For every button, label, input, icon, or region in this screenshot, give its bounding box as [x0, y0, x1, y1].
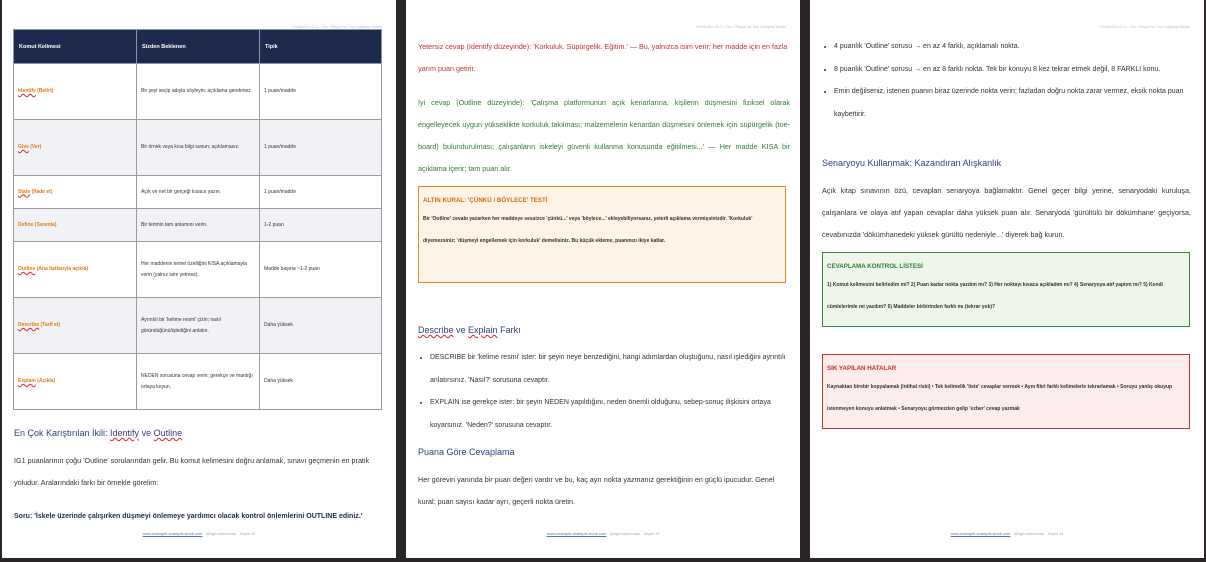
list-item: • 8 puanlık 'Outline' sorusu → en az 8 farklı nokta. Tek bir konuyu 8 kez tekrar etmek değil, 8 FARKLI konu. — [834, 59, 1202, 82]
page-3 — [810, 0, 1204, 558]
question-text: Soru: 'İskele üzerinde çalışırken düşmeyi önlemeye yardımcı olacak kontrol önlemlerini OUTLINE ediniz.' — [14, 513, 363, 520]
footer-link[interactable]: www.example-example-book.com — [950, 531, 1011, 536]
table-row — [14, 298, 382, 354]
keyword-cell — [14, 298, 137, 354]
heading-term: Identify — [110, 428, 140, 438]
keyword-term: Explain — [18, 378, 36, 384]
keyword-term: Describe — [18, 322, 40, 328]
page-footer — [406, 531, 800, 536]
expectation-cell: NEDEN sorusuna cevap verin; gerekçe ve mantığı ortaya koyun. — [137, 354, 260, 410]
keyword-gloss: (Belirt) — [35, 88, 54, 94]
keyword-term: Give — [18, 144, 29, 150]
expectation-cell: Açık ve net bir gerçeği kısaca yazın. — [137, 176, 260, 209]
page-number: Sayfa 12 — [239, 531, 256, 536]
typical-cell: Madde başına ~1-2 puan — [260, 242, 382, 298]
heading-text: ve — [453, 325, 469, 335]
keyword-cell — [14, 242, 137, 298]
table-row — [14, 209, 382, 242]
keyword-gloss: (Ver) — [28, 144, 42, 150]
keyword-cell — [14, 176, 137, 209]
page-number: Sayfa 14 — [1047, 531, 1064, 536]
list-item: • 4 puanlık 'Outline' sorusu → en az 4 farklı, açıklamalı nokta. — [834, 36, 1202, 59]
golden-rule-box — [418, 186, 786, 283]
table-row — [14, 176, 382, 209]
typical-cell: Daha yüksek — [260, 354, 382, 410]
typical-cell: Daha yüksek — [260, 298, 382, 354]
section-heading: Senaryoyu Kullanmak: Kazandıran Alışkanlık — [822, 158, 1002, 168]
body-paragraph: Her görevin yanında bir puan değeri vardır ve bu, kaç ayrı nokta yazmanız gerektiğinin en güçlü ipucudur. Genel kural: puan sayısı kadar ayrı, geçerli nokta üretin. — [418, 475, 775, 506]
section-heading — [418, 325, 521, 335]
list-item: • EXPLAIN ise gerekçe ister: bir şeyin NEDEN yapıldığını, neden önemli olduğunu, sebep-sonuç ilişkisini ortaya koyarsınız. 'Neden?' sorusuna cevaptır. — [430, 392, 796, 437]
page-header: KONUSU IG-1 • Tez / Rapor ve Tez Çalışma Kitabı — [696, 24, 786, 29]
checklist-body: 1) Komut kelimesini belirledim mi? 2) Puan kadar nokta yazdım mı? 3) Her noktayı kısaca açıkladım mı? 4) Senaryoya atıf yaptım mı? 5) Kendi cümlelerimle mi yazdım? 6) Maddeler birbirinden farklı mı (tekrar yok)? — [827, 282, 1163, 310]
checklist-title: CEVAPLAMA KONTROL LİSTESİ — [827, 263, 923, 270]
common-mistakes-box — [822, 354, 1190, 429]
keyword-cell — [14, 209, 137, 242]
expectation-cell: Her maddenin temel özelliğini KISA açıklamayla verin (yalnız isim yetmez). — [137, 242, 260, 298]
col-header: Komut Kelimesi — [14, 30, 137, 64]
heading-text: En Çok Karıştırılan İkili: — [14, 428, 111, 438]
table-row — [14, 242, 382, 298]
heading-text: ve — [139, 428, 154, 438]
page-footer — [810, 531, 1204, 536]
keyword-term: Identify — [18, 88, 36, 94]
typical-cell: 1 puan/madde — [260, 176, 382, 209]
footer-link[interactable]: www.example-example-book.com — [546, 531, 607, 536]
keyword-cell — [14, 120, 137, 176]
list-item: • DESCRIBE bir 'kelime resmi' ister: bir şeyin neye benzediğini, hangi adımlardan oluştuğunu, nasıl işlediğini ayrıntılı anlatırsınız. 'Nasıl?' sorusuna cevaptır. — [430, 347, 796, 392]
keyword-term: State — [18, 188, 31, 195]
page-header: KONUSU IG-1 • Tez / Rapor ve Tez Çalışma Kitabı — [292, 24, 382, 29]
section-heading: Puana Göre Cevaplama — [418, 447, 515, 457]
page-header: KONUSU IG-1 • Tez / Rapor ve Tez Çalışma Kitabı — [1100, 24, 1190, 29]
table-header-row — [14, 30, 382, 64]
command-word-table — [13, 29, 382, 410]
section-heading — [14, 428, 182, 438]
list-item: • Emin değilseniz, istenen puanın biraz üzerinde nokta verin; fazladan doğru nokta zarar vermez, eksik nokta puan kaybettirir. — [834, 81, 1202, 126]
table-row — [14, 64, 382, 120]
good-answer-paragraph: İyi cevap (Outline düzeyinde): 'Çalışma platformunun açık kenarlarına, kişilerin düşmesini fiziksel olarak engelleyecek uygun yükseklikte korkuluk takılması; malzemelerin kenardan düşmesini önlemek için süpürgelik (toe-board) bulundurulması; çalışanların iskeleyi güvenli kullanma konusunda eğitilmesi...' — Her madde KISA bir açıklama içerir; tam puan alır. — [418, 98, 790, 173]
bullet-list — [822, 36, 1202, 126]
keyword-cell — [14, 354, 137, 410]
keyword-gloss: (Tarif et) — [39, 322, 61, 328]
expectation-cell: Bir şeyi seçip adıyla söyleyin; açıklama gerekmez. — [137, 64, 260, 120]
keyword-gloss: Define (Tanımla) — [18, 221, 57, 228]
table-row — [14, 120, 382, 176]
keyword-cell — [14, 64, 137, 120]
heading-term: Explain — [468, 325, 498, 335]
page-number: Sayfa 13 — [643, 531, 660, 536]
body-paragraph: IG1 puanlarının çoğu 'Outline' sorularından gelir. Bu komut kelimesini doğru anlamak, sınavı geçmenin en pratik yoludur. Aralarındaki farkı bir örnekle görelim: — [14, 456, 370, 487]
footer-handle: @ngeorkeexnam — [609, 531, 641, 536]
keyword-gloss: (Açıkla) — [35, 378, 56, 384]
weak-answer-paragraph: Yetersiz cevap (Identify düzeyinde): 'Korkuluk. Süpürgelik. Eğitim.' — Bu, yalnızca isim verir; her madde için en fazla yarım puan getirir. — [418, 42, 788, 73]
heading-text: Farkı — [497, 325, 521, 335]
expectation-cell: Bir terimin tam anlamını verin. — [137, 209, 260, 242]
page-footer — [2, 531, 396, 536]
col-header: Tipik — [260, 30, 382, 64]
keyword-gloss: (İfade et) — [30, 188, 53, 195]
footer-link[interactable]: www.example-example-book.com — [142, 531, 203, 536]
footer-handle: @ngeorkeexnam — [205, 531, 237, 536]
golden-rule-body: Bir 'Outline' cevabı yazarken her maddeye sessizce 'çünkü...' veya 'böylece...' ekleyebiliyorsanız, yeterli açıklama vermişsinizdir. 'Korkuluk' diyemezsiniz; 'düşmeyi engellemek için korkuluk' demelisiniz. Bu küçük ekleme, puanınızı ikiye katlar. — [423, 216, 753, 244]
golden-rule-title: ALTIN KURAL: 'ÇÜNKÜ / BÖYLECE' TESTİ — [423, 197, 548, 204]
table-row — [14, 354, 382, 410]
keyword-term: Outline — [18, 266, 36, 272]
page-2 — [406, 0, 800, 558]
body-paragraph: Açık kitap sınavının özü, cevapları senaryoya bağlamaktır. Genel geçer bilgi yerine, senaryodaki kuruluşa, çalışanlara ve olaya atıf yapan cevaplar daha yüksek puan alır. Senaryoda 'gürültülü bir dökümhane' geçiyorsa, cevabınızda 'dökümhanedeki yüksek gürültü nedeniyle...' diyerek bağ kurun. — [822, 186, 1191, 239]
mistakes-body: Kaynaktan birebir kopyalamak (intihal riski) • Tek kelimelik 'liste' cevaplar vermek • Aynı fikri farklı kelimelerle tekrarlamak • Soruyu yanlış okuyup istenmeyen konuyu anlatmak • Senaryoyu görmezden gelip 'ezber' cevap yazmak — [827, 384, 1173, 412]
footer-handle: @ngeorkeexnam — [1013, 531, 1045, 536]
mistakes-title: SIK YAPILAN HATALAR — [827, 365, 897, 372]
checklist-box — [822, 252, 1190, 327]
bullet-list — [418, 347, 796, 437]
page-1 — [2, 0, 396, 558]
expectation-cell: Bir örnek veya kısa bilgi sunun; açıklamasız. — [137, 120, 260, 176]
heading-term: Describe — [418, 325, 454, 335]
col-header: Sizden Beklenen — [137, 30, 260, 64]
typical-cell: 1-2 puan — [260, 209, 382, 242]
keyword-gloss: (Ana hatlarıyla açıkla) — [35, 266, 89, 272]
expectation-cell: Ayrıntılı bir 'kelime resmi' çizin; nasıl göründüğünü/işlediğini anlatın. — [137, 298, 260, 354]
heading-term: Outline — [153, 428, 183, 438]
typical-cell: 1 puan/madde — [260, 120, 382, 176]
typical-cell: 1 puan/madde — [260, 64, 382, 120]
